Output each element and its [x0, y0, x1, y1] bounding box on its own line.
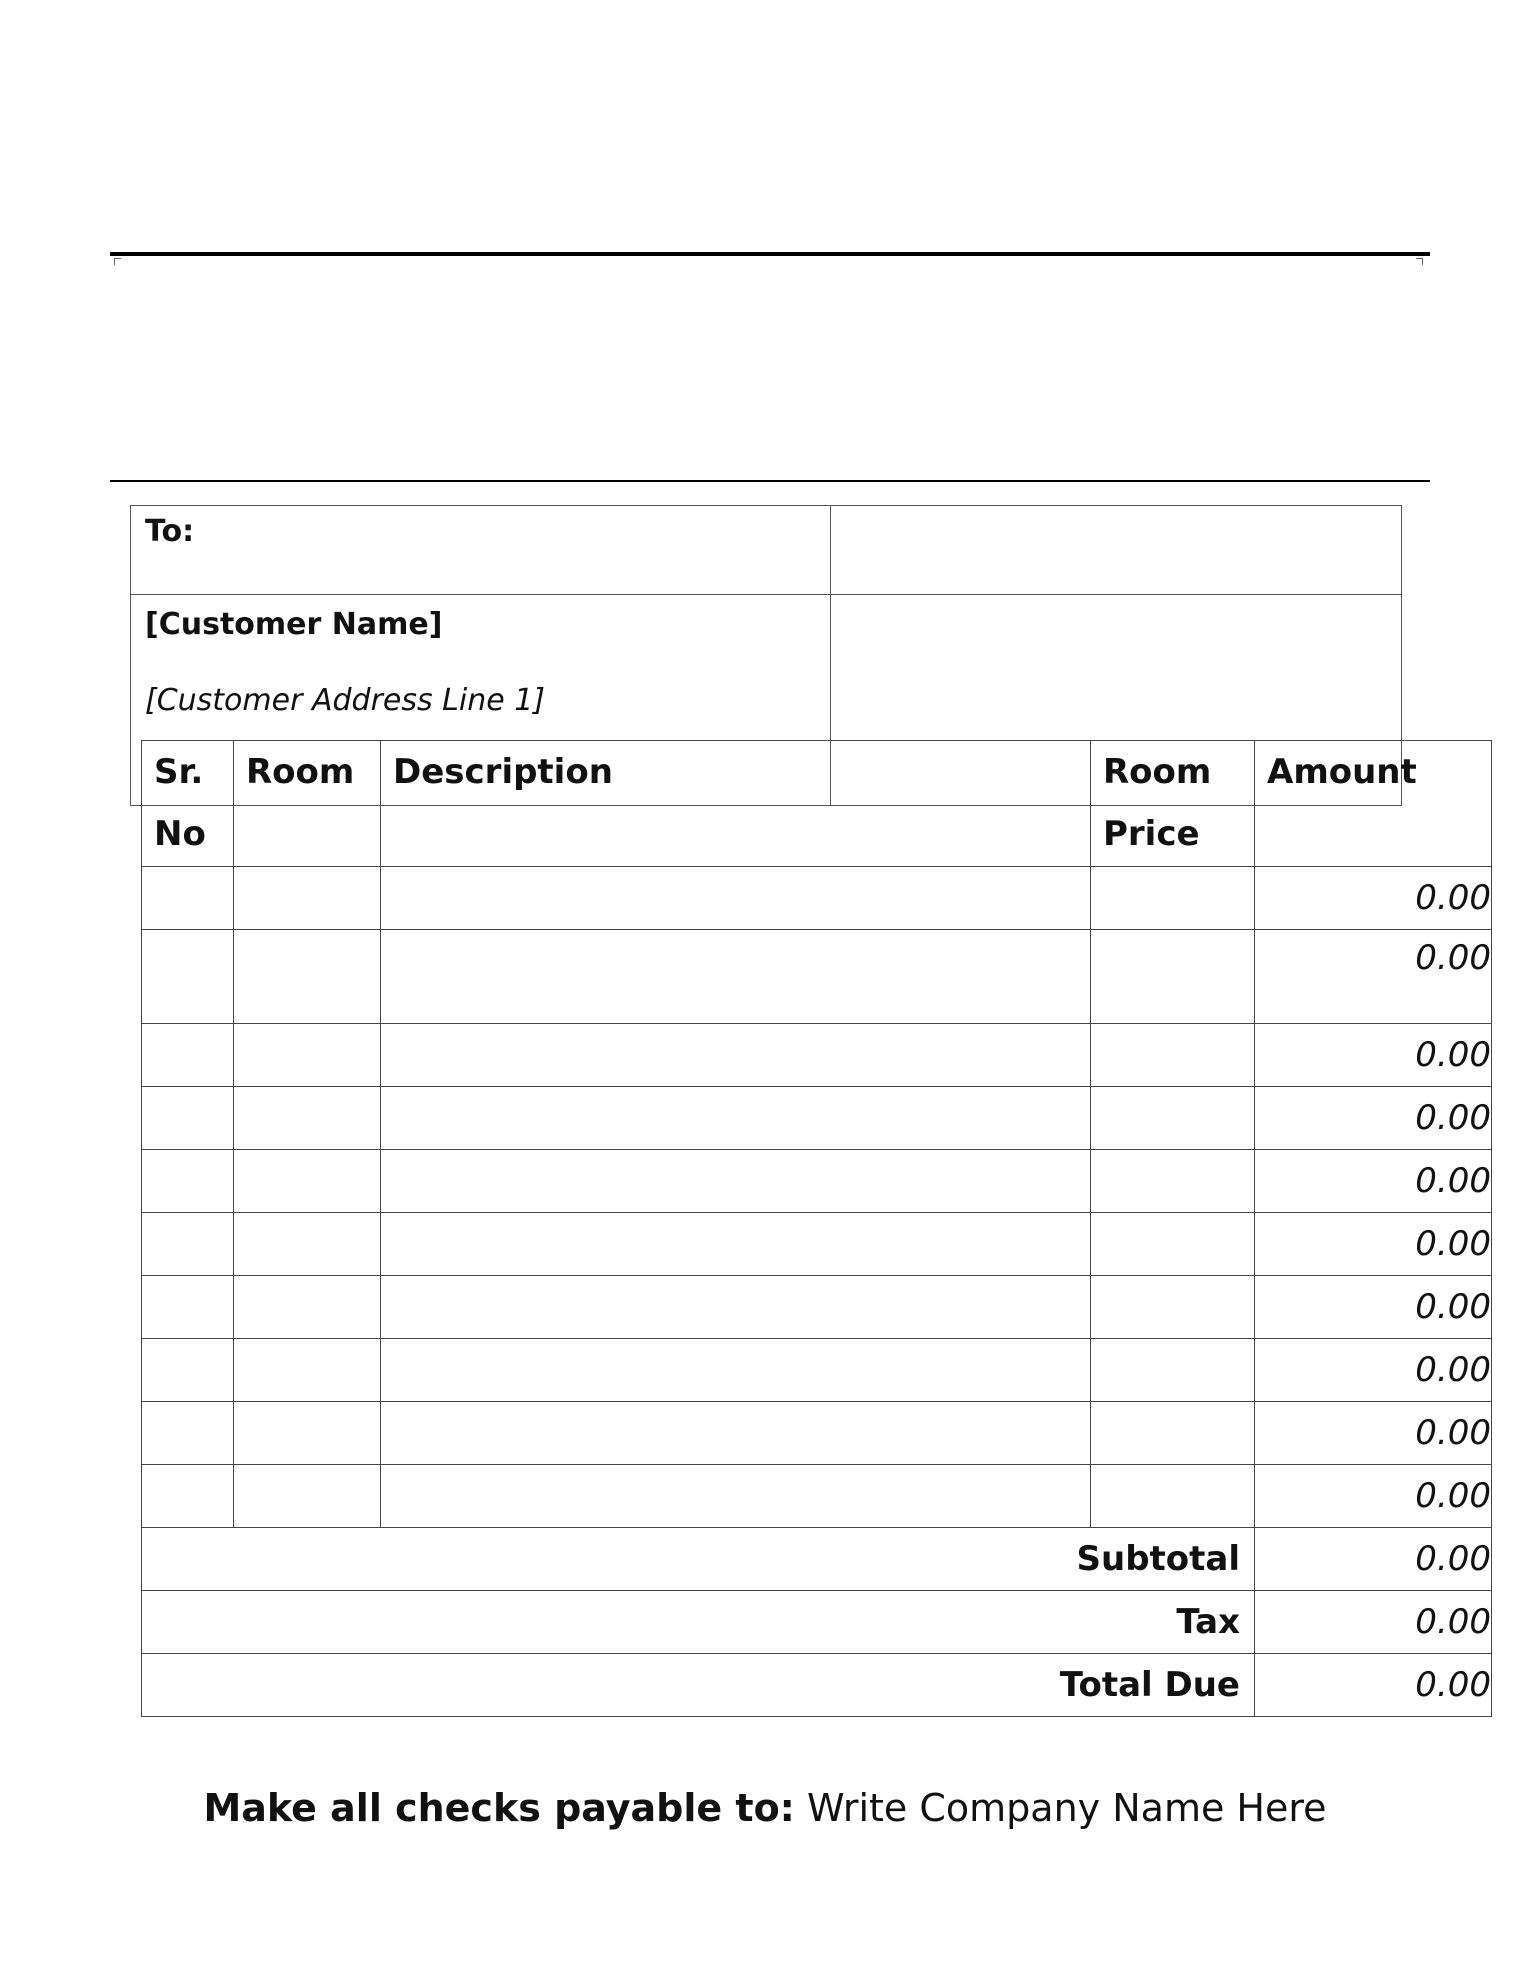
- tax-value: 0.00: [1255, 1591, 1492, 1654]
- table-row: [142, 1339, 1492, 1402]
- tax-row: [142, 1591, 1492, 1654]
- items-table: [141, 740, 1492, 1717]
- subtotal-value: 0.00: [1255, 1528, 1492, 1591]
- cell-sr-no[interactable]: [142, 1213, 234, 1276]
- cell-room-price[interactable]: [1091, 930, 1255, 1024]
- cell-description[interactable]: [381, 1339, 1091, 1402]
- cell-room-price[interactable]: [1091, 1213, 1255, 1276]
- cell-amount: 0.00: [1255, 930, 1492, 1024]
- table-row: [142, 1465, 1492, 1528]
- cell-description[interactable]: [381, 1213, 1091, 1276]
- header-bottom-rule: [110, 480, 1430, 482]
- cell-room-price[interactable]: [1091, 1465, 1255, 1528]
- corner-mark-right: [1416, 258, 1423, 265]
- total-due-row: [142, 1654, 1492, 1717]
- header-amount: Amount: [1255, 741, 1492, 867]
- table-row: [142, 867, 1492, 930]
- header-room-price: Room Price: [1091, 741, 1255, 867]
- table-row: [142, 930, 1492, 1024]
- cell-sr-no[interactable]: [142, 1024, 234, 1087]
- table-row: [142, 1213, 1492, 1276]
- cell-amount: 0.00: [1255, 1402, 1492, 1465]
- cell-sr-no[interactable]: [142, 1402, 234, 1465]
- total-due-label: Total Due: [142, 1654, 1255, 1717]
- cell-room[interactable]: [234, 867, 381, 930]
- cell-room[interactable]: [234, 1276, 381, 1339]
- cell-room-price[interactable]: [1091, 1339, 1255, 1402]
- header-top-rule: [110, 252, 1430, 256]
- customer-name: [Customer Name]: [145, 607, 443, 642]
- cell-sr-no[interactable]: [142, 1087, 234, 1150]
- cell-room[interactable]: [234, 930, 381, 1024]
- cell-description[interactable]: [381, 1087, 1091, 1150]
- subtotal-row: [142, 1528, 1492, 1591]
- cell-room[interactable]: [234, 1087, 381, 1150]
- cell-amount: 0.00: [1255, 1150, 1492, 1213]
- header-sr-no: Sr. No: [142, 741, 234, 867]
- corner-mark-left: [114, 258, 121, 265]
- company-name: Write Company Name Here: [806, 1786, 1327, 1830]
- table-row: [142, 1276, 1492, 1339]
- to-label: To:: [145, 514, 195, 549]
- cell-sr-no[interactable]: [142, 867, 234, 930]
- cell-room[interactable]: [234, 1024, 381, 1087]
- table-row: [142, 1150, 1492, 1213]
- cell-room-price[interactable]: [1091, 1024, 1255, 1087]
- cell-description[interactable]: [381, 1465, 1091, 1528]
- cell-amount: 0.00: [1255, 867, 1492, 930]
- cell-sr-no[interactable]: [142, 1276, 234, 1339]
- cell-room-price[interactable]: [1091, 1150, 1255, 1213]
- table-row: [142, 1087, 1492, 1150]
- to-cell: [131, 506, 831, 595]
- items-table-block: [141, 740, 1491, 1705]
- cell-description[interactable]: [381, 930, 1091, 1024]
- tax-label: Tax: [142, 1591, 1255, 1654]
- cell-room-price[interactable]: [1091, 1087, 1255, 1150]
- cell-room-price[interactable]: [1091, 1276, 1255, 1339]
- cell-amount: 0.00: [1255, 1087, 1492, 1150]
- cell-description[interactable]: [381, 867, 1091, 930]
- cell-description[interactable]: [381, 1276, 1091, 1339]
- customer-side-cell-top: [831, 506, 1402, 595]
- cell-description[interactable]: [381, 1402, 1091, 1465]
- cell-room-price[interactable]: [1091, 1402, 1255, 1465]
- subtotal-label: Subtotal: [142, 1528, 1255, 1591]
- cell-room[interactable]: [234, 1150, 381, 1213]
- cell-amount: 0.00: [1255, 1465, 1492, 1528]
- cell-room[interactable]: [234, 1465, 381, 1528]
- cell-sr-no[interactable]: [142, 1339, 234, 1402]
- table-row: [142, 1402, 1492, 1465]
- payment-instructions: [0, 1786, 1530, 1830]
- header-room: Room: [234, 741, 381, 867]
- cell-room-price[interactable]: [1091, 867, 1255, 930]
- total-due-value: 0.00: [1255, 1654, 1492, 1717]
- cell-description[interactable]: [381, 1024, 1091, 1087]
- checks-payable-label: Make all checks payable to:: [203, 1786, 795, 1830]
- cell-amount: 0.00: [1255, 1024, 1492, 1087]
- customer-info-block: [130, 505, 1400, 718]
- cell-amount: 0.00: [1255, 1213, 1492, 1276]
- cell-sr-no[interactable]: [142, 930, 234, 1024]
- header-description: Description: [381, 741, 1091, 867]
- cell-room[interactable]: [234, 1213, 381, 1276]
- cell-room[interactable]: [234, 1339, 381, 1402]
- table-row: [142, 1024, 1492, 1087]
- cell-room[interactable]: [234, 1402, 381, 1465]
- cell-amount: 0.00: [1255, 1276, 1492, 1339]
- cell-sr-no[interactable]: [142, 1150, 234, 1213]
- cell-sr-no[interactable]: [142, 1465, 234, 1528]
- customer-address-line-1: [Customer Address Line 1]: [145, 683, 546, 718]
- items-header-row: [142, 741, 1492, 867]
- cell-amount: 0.00: [1255, 1339, 1492, 1402]
- cell-description[interactable]: [381, 1150, 1091, 1213]
